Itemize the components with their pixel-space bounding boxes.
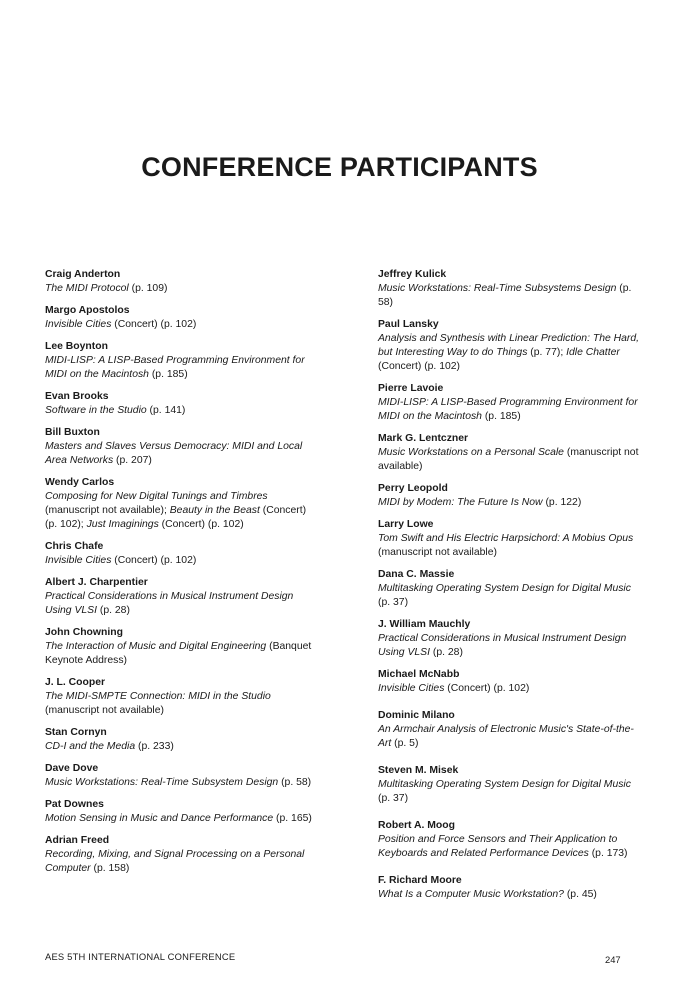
participant-contribution — [378, 446, 640, 474]
participant-name: Mark G. Lentczner — [378, 433, 469, 444]
participant-name: Stan Cornyn — [45, 727, 107, 738]
participant-contribution — [45, 440, 320, 468]
participant-contribution — [45, 318, 320, 332]
contribution-note: (manuscript not available); — [45, 505, 170, 516]
contribution-note: (Concert) (p. 102) — [111, 319, 197, 330]
participant-contribution — [45, 740, 320, 754]
participant-entry — [45, 426, 320, 468]
contribution-title: MIDI-LISP: A LISP-Based Programming Environment for MIDI on the Macintosh — [45, 355, 305, 380]
participant-contribution — [378, 332, 640, 374]
contribution-title: Idle Chatter — [566, 347, 620, 358]
contribution-note: (p. 165) — [273, 813, 312, 824]
contribution-title: Masters and Slaves Versus Democracy: MIDI and Local Area Networks — [45, 441, 303, 466]
contribution-note: (p. 28) — [429, 647, 463, 658]
contribution-note: (p. 207) — [113, 455, 152, 466]
participant-name: Evan Brooks — [45, 391, 109, 402]
contribution-title: Software in the Studio — [45, 405, 147, 416]
participant-contribution — [378, 778, 640, 806]
participant-entry — [378, 432, 640, 474]
participant-contribution — [45, 812, 320, 826]
participant-contribution — [45, 282, 320, 296]
contribution-note: (p. 141) — [146, 405, 186, 416]
contribution-note: (p. 77); — [527, 347, 567, 358]
contribution-title: Practical Considerations in Musical Instrument Design Using VLSI — [45, 591, 294, 616]
contribution-title: MIDI-LISP: A LISP-Based Programming Environment for MIDI on the Macintosh — [378, 397, 638, 422]
contribution-note: (p. 45) — [563, 889, 597, 900]
participant-contribution — [378, 582, 640, 610]
participant-entry — [45, 798, 320, 826]
participant-name: J. William Mauchly — [378, 619, 471, 630]
contribution-title: Invisible Cities — [378, 683, 445, 694]
contribution-note: (p. 28) — [96, 605, 130, 616]
contribution-note: (p. 173) — [588, 848, 628, 859]
participant-contribution — [45, 590, 320, 618]
participant-entry — [378, 819, 640, 861]
participant-entry — [378, 764, 640, 806]
participant-contribution — [378, 496, 640, 510]
participant-contribution — [378, 532, 640, 560]
contribution-note: (p. 58) — [278, 777, 312, 788]
contribution-note: (p. 58) — [378, 283, 632, 308]
participant-contribution — [378, 833, 640, 861]
participant-name: Michael McNabb — [378, 669, 460, 680]
participant-entry — [45, 626, 320, 668]
contribution-title: CD-I and the Media — [45, 741, 136, 752]
participant-entry — [378, 568, 640, 610]
contribution-note: (p. 185) — [481, 411, 521, 422]
participant-name: Lee Boynton — [45, 341, 108, 352]
participant-name: Wendy Carlos — [45, 477, 115, 488]
contribution-note: (p. 233) — [135, 741, 174, 752]
participant-name: Craig Anderton — [45, 269, 121, 280]
contribution-title: Music Workstations: Real-Time Subsystems Design — [378, 283, 617, 294]
contribution-title: An Armchair Analysis of Electronic Music's State-of-the-Art — [378, 724, 634, 749]
participant-name: Dave Dove — [45, 763, 99, 774]
contribution-title: Multitasking Operating System Design for Digital Music — [378, 583, 631, 594]
participant-entry — [45, 762, 320, 790]
contribution-title: Music Workstations on a Personal Scale — [378, 447, 564, 458]
participants-left-column — [45, 268, 320, 884]
participant-contribution — [45, 848, 320, 876]
participant-entry — [378, 482, 640, 510]
participant-entry — [45, 340, 320, 382]
participant-contribution — [45, 490, 320, 532]
participant-contribution — [378, 396, 640, 424]
participant-contribution — [378, 888, 640, 902]
participant-entry — [45, 576, 320, 618]
contribution-note: (Concert) (p. 102) — [378, 361, 460, 372]
contribution-title: Beauty in the Beast — [169, 505, 260, 516]
contribution-title: Invisible Cities — [45, 319, 112, 330]
contribution-title: Music Workstations: Real-Time Subsystem Design — [45, 777, 279, 788]
contribution-note: (p. 109) — [128, 283, 168, 294]
participant-name: Larry Lowe — [378, 519, 434, 530]
participant-name: F. Richard Moore — [378, 875, 462, 886]
participant-name: Pierre Lavoie — [378, 383, 444, 394]
participant-entry — [378, 874, 640, 902]
contribution-note: (manuscript not available) — [378, 447, 639, 472]
contribution-note: (Concert) (p. 102) — [158, 519, 244, 530]
footer-conference: AES 5TH INTERNATIONAL CONFERENCE — [45, 951, 236, 962]
contribution-title: Multitasking Operating System Design for Digital Music — [378, 779, 631, 790]
participant-name: Margo Apostolos — [45, 305, 130, 316]
contribution-note: (manuscript not available) — [45, 705, 164, 716]
participant-entry — [45, 726, 320, 754]
participant-contribution — [45, 404, 320, 418]
participant-entry — [378, 668, 640, 696]
contribution-note: (Concert) (p. 102); — [45, 505, 307, 530]
contribution-note: (Concert) (p. 102) — [111, 555, 197, 566]
participant-entry — [378, 518, 640, 560]
participant-name: Dana C. Massie — [378, 569, 455, 580]
contribution-note: (p. 5) — [391, 738, 419, 749]
participant-name: Adrian Freed — [45, 835, 110, 846]
participant-name: Perry Leopold — [378, 483, 448, 494]
contribution-title: What Is a Computer Music Workstation? — [378, 889, 564, 900]
participant-contribution — [45, 690, 320, 718]
participant-entry — [378, 318, 640, 374]
participant-name: John Chowning — [45, 627, 123, 638]
contribution-note: (p. 122) — [542, 497, 582, 508]
page-number: 247 — [605, 954, 621, 965]
contribution-title: Recording, Mixing, and Signal Processing on a Personal Computer — [45, 849, 305, 874]
participant-entry — [45, 268, 320, 296]
participant-name: Pat Downes — [45, 799, 104, 810]
contribution-note: (p. 158) — [90, 863, 130, 874]
contribution-title: Analysis and Synthesis with Linear Prediction: The Hard, but Interesting Way to do Things — [378, 333, 640, 358]
contribution-title: Invisible Cities — [45, 555, 112, 566]
contribution-note: (Banquet Keynote Address) — [45, 641, 312, 666]
participant-entry — [45, 834, 320, 876]
participant-entry — [45, 676, 320, 718]
participant-entry — [45, 304, 320, 332]
contribution-title: The MIDI Protocol — [45, 283, 129, 294]
contribution-title: Composing for New Digital Tunings and Timbres — [45, 491, 268, 502]
contribution-title: Tom Swift and His Electric Harpsichord: A Mobius Opus — [378, 533, 634, 544]
contribution-title: Position and Force Sensors and Their Application to Keyboards and Related Performance Devices — [378, 834, 618, 859]
participant-name: Jeffrey Kulick — [378, 269, 447, 280]
participant-entry — [45, 540, 320, 568]
page-title: CONFERENCE PARTICIPANTS — [141, 152, 538, 182]
participant-contribution — [45, 640, 320, 668]
contribution-title: The MIDI-SMPTE Connection: MIDI in the Studio — [45, 691, 271, 702]
contribution-note: (Concert) (p. 102) — [444, 683, 530, 694]
contribution-title: The Interaction of Music and Digital Engineering — [45, 641, 267, 652]
participants-right-column — [378, 268, 640, 915]
participant-entry — [45, 476, 320, 532]
participant-name: Bill Buxton — [45, 427, 100, 438]
contribution-note: (manuscript not available) — [378, 547, 497, 558]
participant-entry — [378, 709, 640, 751]
participant-entry — [378, 382, 640, 424]
contribution-note: (p. 37) — [378, 597, 409, 608]
participant-name: Chris Chafe — [45, 541, 104, 552]
participant-name: Steven M. Misek — [378, 765, 459, 776]
participant-name: Paul Lansky — [378, 319, 439, 330]
participant-contribution — [378, 723, 640, 751]
participant-contribution — [45, 554, 320, 568]
participant-name: Dominic Milano — [378, 710, 455, 721]
participant-name: J. L. Cooper — [45, 677, 106, 688]
participant-entry — [378, 618, 640, 660]
participant-contribution — [378, 632, 640, 660]
participant-contribution — [378, 682, 640, 696]
contribution-title: Practical Considerations in Musical Instrument Design Using VLSI — [378, 633, 627, 658]
contribution-title: Motion Sensing in Music and Dance Performance — [45, 813, 274, 824]
contribution-title: Just Imaginings — [86, 519, 159, 530]
participant-name: Robert A. Moog — [378, 820, 455, 831]
contribution-title: MIDI by Modem: The Future Is Now — [378, 497, 543, 508]
participant-contribution — [45, 354, 320, 382]
participant-entry — [378, 268, 640, 310]
contribution-note: (p. 37) — [378, 793, 409, 804]
participant-entry — [45, 390, 320, 418]
participant-contribution — [378, 282, 640, 310]
participant-name: Albert J. Charpentier — [45, 577, 148, 588]
contribution-note: (p. 185) — [148, 369, 188, 380]
participant-contribution — [45, 776, 320, 790]
